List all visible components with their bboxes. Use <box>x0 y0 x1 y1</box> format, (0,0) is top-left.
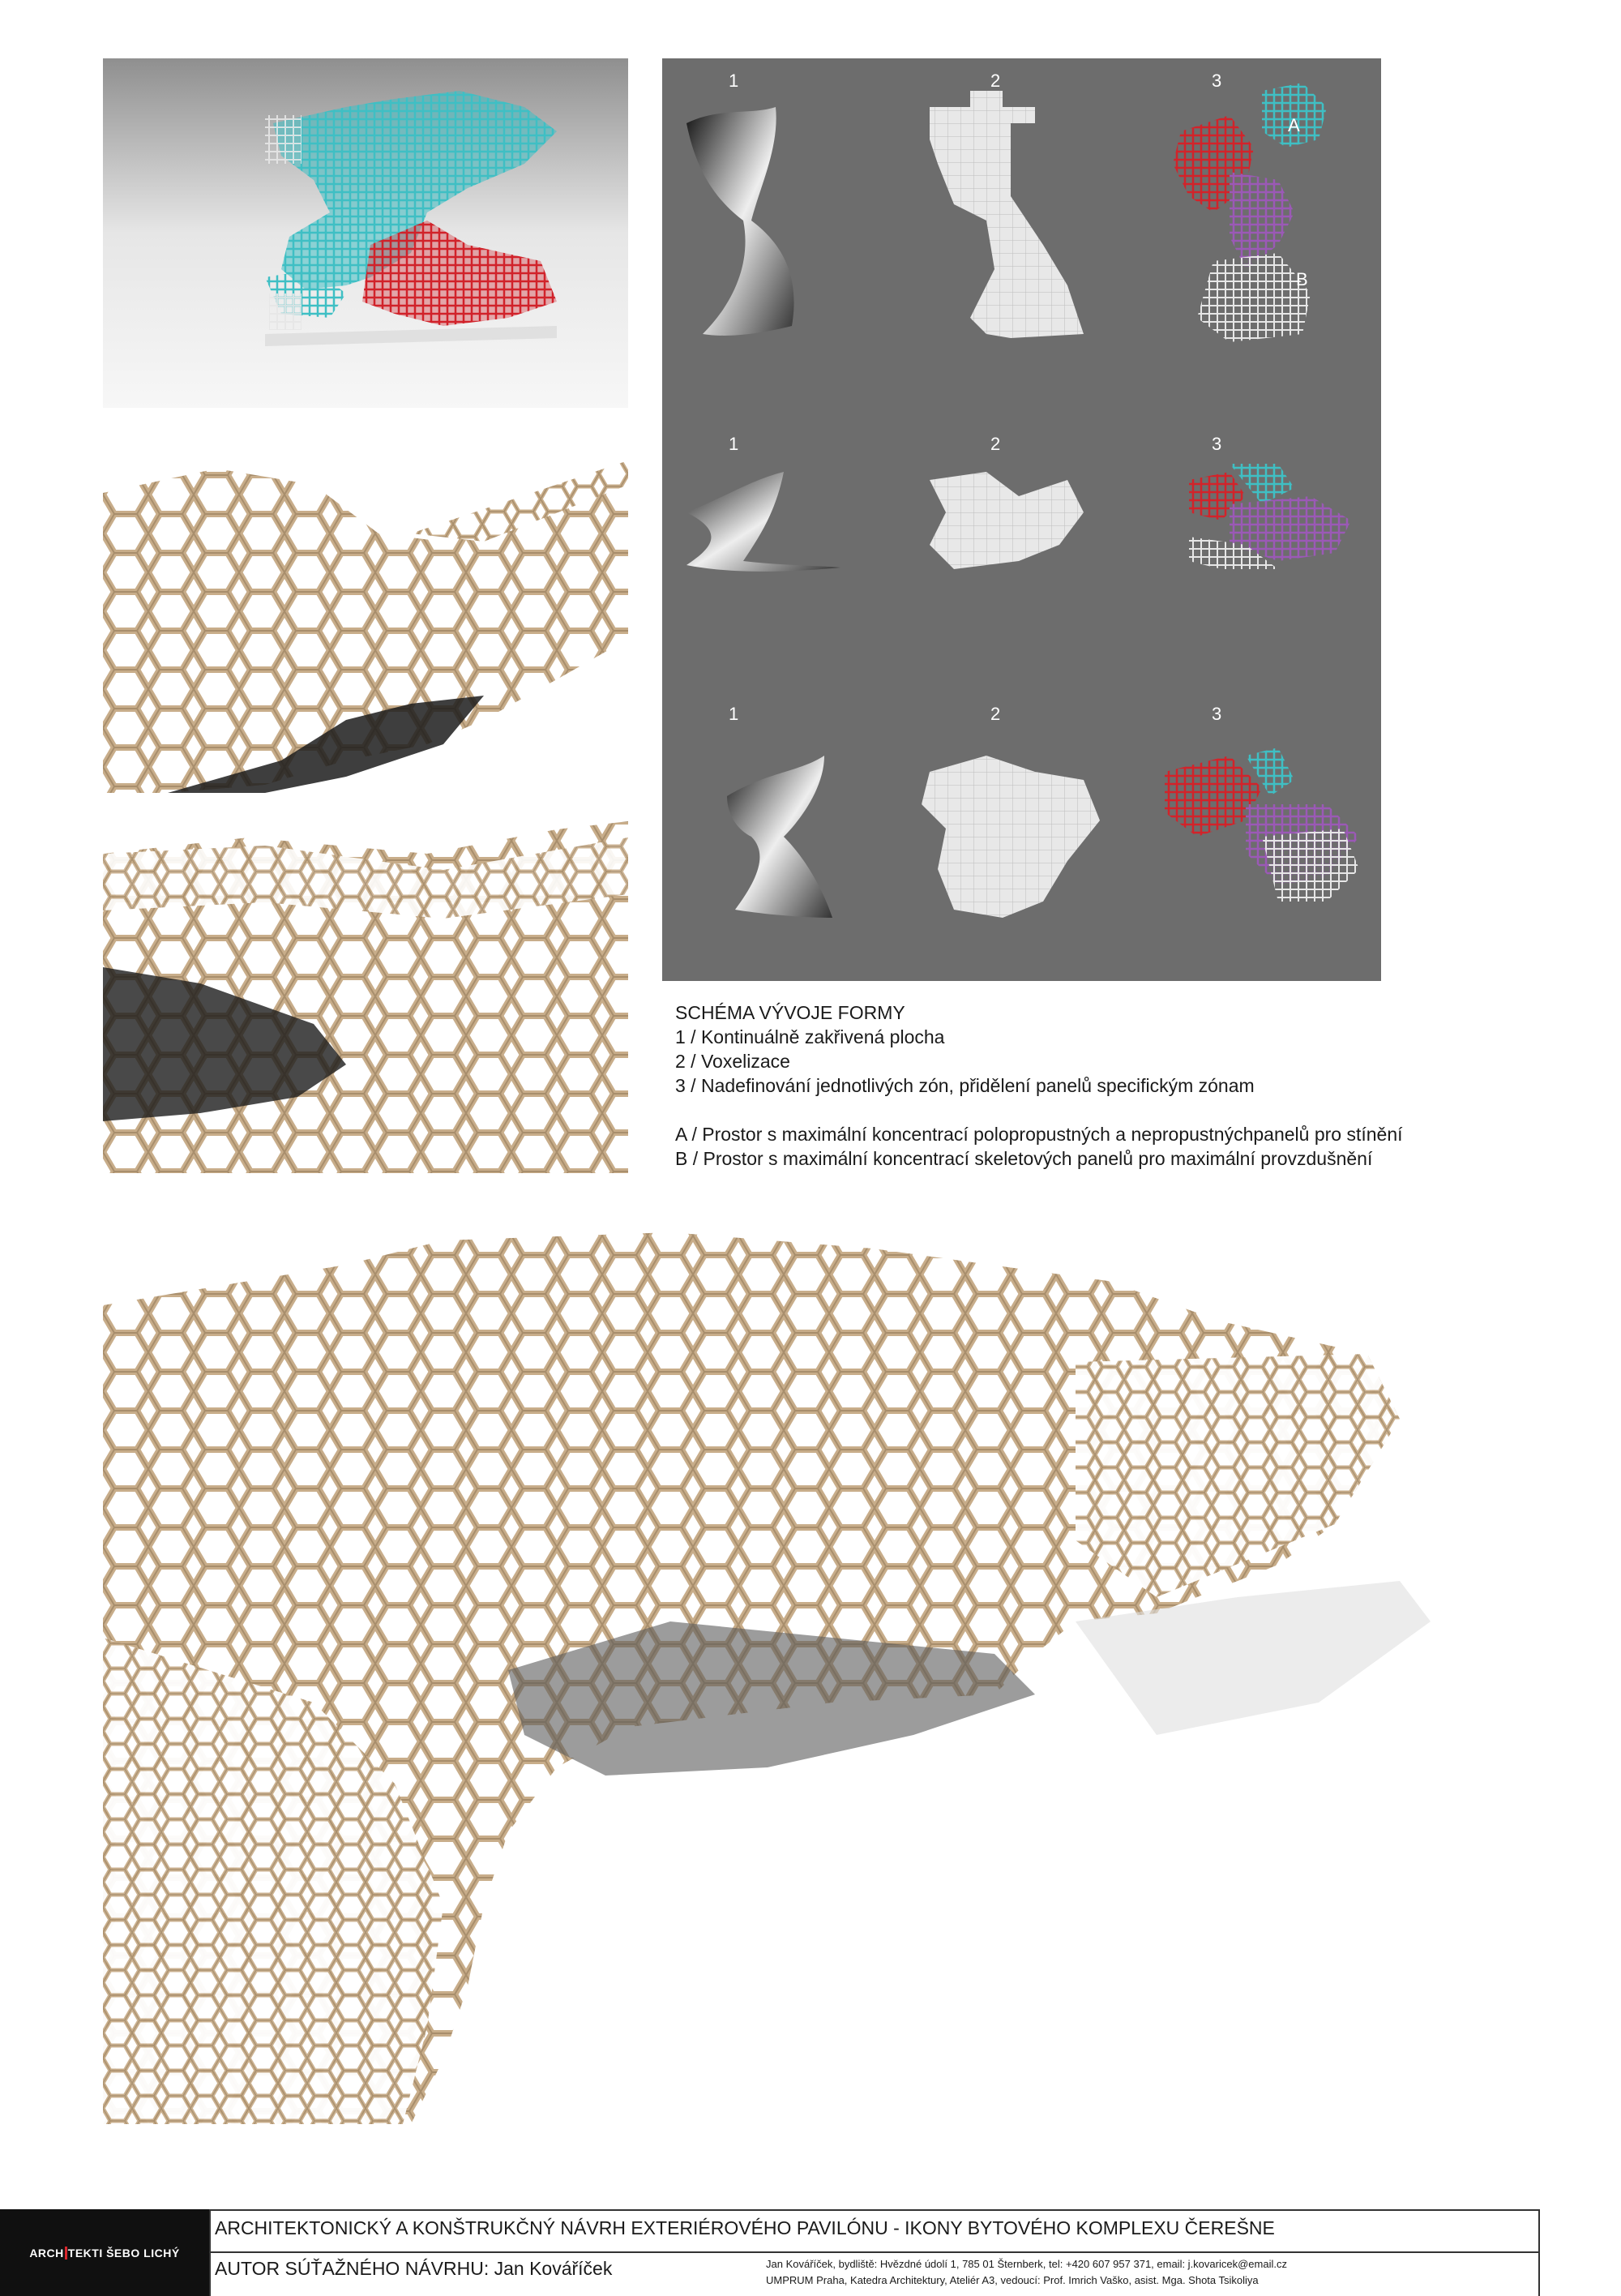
zone-a-label: A <box>1288 115 1300 135</box>
top-render-image <box>103 58 628 408</box>
row3-step3-label: 3 <box>1212 704 1222 724</box>
row2-step1-label: 1 <box>729 434 739 454</box>
project-title: ARCHITEKTONICKÝ A KONŠTRUKČNÝ NÁVRH EXTERIÉROVÉHO PAVILÓNU - IKONY BYTOVÉHO KOMPLEXU ČEREŠNE <box>215 2217 1275 2238</box>
row1-step1-label: 1 <box>729 71 739 91</box>
contact-info <box>766 2256 1287 2289</box>
form-development-schema <box>662 58 1381 981</box>
row2-step3-label: 3 <box>1212 434 1222 454</box>
row3-step1-label: 1 <box>729 704 739 724</box>
author-line: AUTOR SÚŤAŽNÉHO NÁVRHU: Jan Kováříček <box>215 2258 613 2279</box>
architects-logo: ARCH TEKTI ŠEBO LICHÝ <box>0 2209 209 2296</box>
legend-title: SCHÉMA VÝVOJE FORMY <box>675 1002 905 1023</box>
row2-step2-label: 2 <box>990 434 1001 454</box>
lattice-render-2-image <box>103 821 628 1173</box>
contact-line-1: Jan Kováříček, bydliště: Hvězdné údolí 1, 785 01 Šternberk, tel: +420 607 957 371, email: j.kovaricek@email.cz <box>766 2258 1287 2270</box>
zone-b-label: B <box>1296 269 1308 289</box>
lattice-render-1-image <box>103 436 628 793</box>
row1-step2-label: 2 <box>990 71 1001 91</box>
legend-line-2: 2 / Voxelizace <box>675 1051 790 1072</box>
row1-step3-label: 3 <box>1212 71 1222 91</box>
legend-line-a: A / Prostor s maximální koncentrací polopropustných a nepropustnýchpanelů pro stínění <box>675 1124 1403 1145</box>
footer <box>0 2209 1621 2296</box>
legend-line-3: 3 / Nadefinování jednotlivých zón, přidělení panelů specifickým zónam <box>675 1075 1255 1096</box>
legend-line-1: 1 / Kontinuálně zakřivená plocha <box>675 1026 945 1047</box>
logo-red-bar-icon <box>65 2247 67 2260</box>
legend <box>675 1000 1437 1171</box>
contact-line-2: UMPRUM Praha, Katedra Architektury, Ateliér A3, vedoucí: Prof. Imrich Vaško, asist. Mga. Shota Tsikoliya <box>766 2274 1259 2286</box>
row3-step2-label: 2 <box>990 704 1001 724</box>
main-lattice-render-image <box>103 1216 1431 2124</box>
legend-line-b: B / Prostor s maximální koncentrací skeletových panelů pro maximální provzdušnění <box>675 1148 1373 1169</box>
